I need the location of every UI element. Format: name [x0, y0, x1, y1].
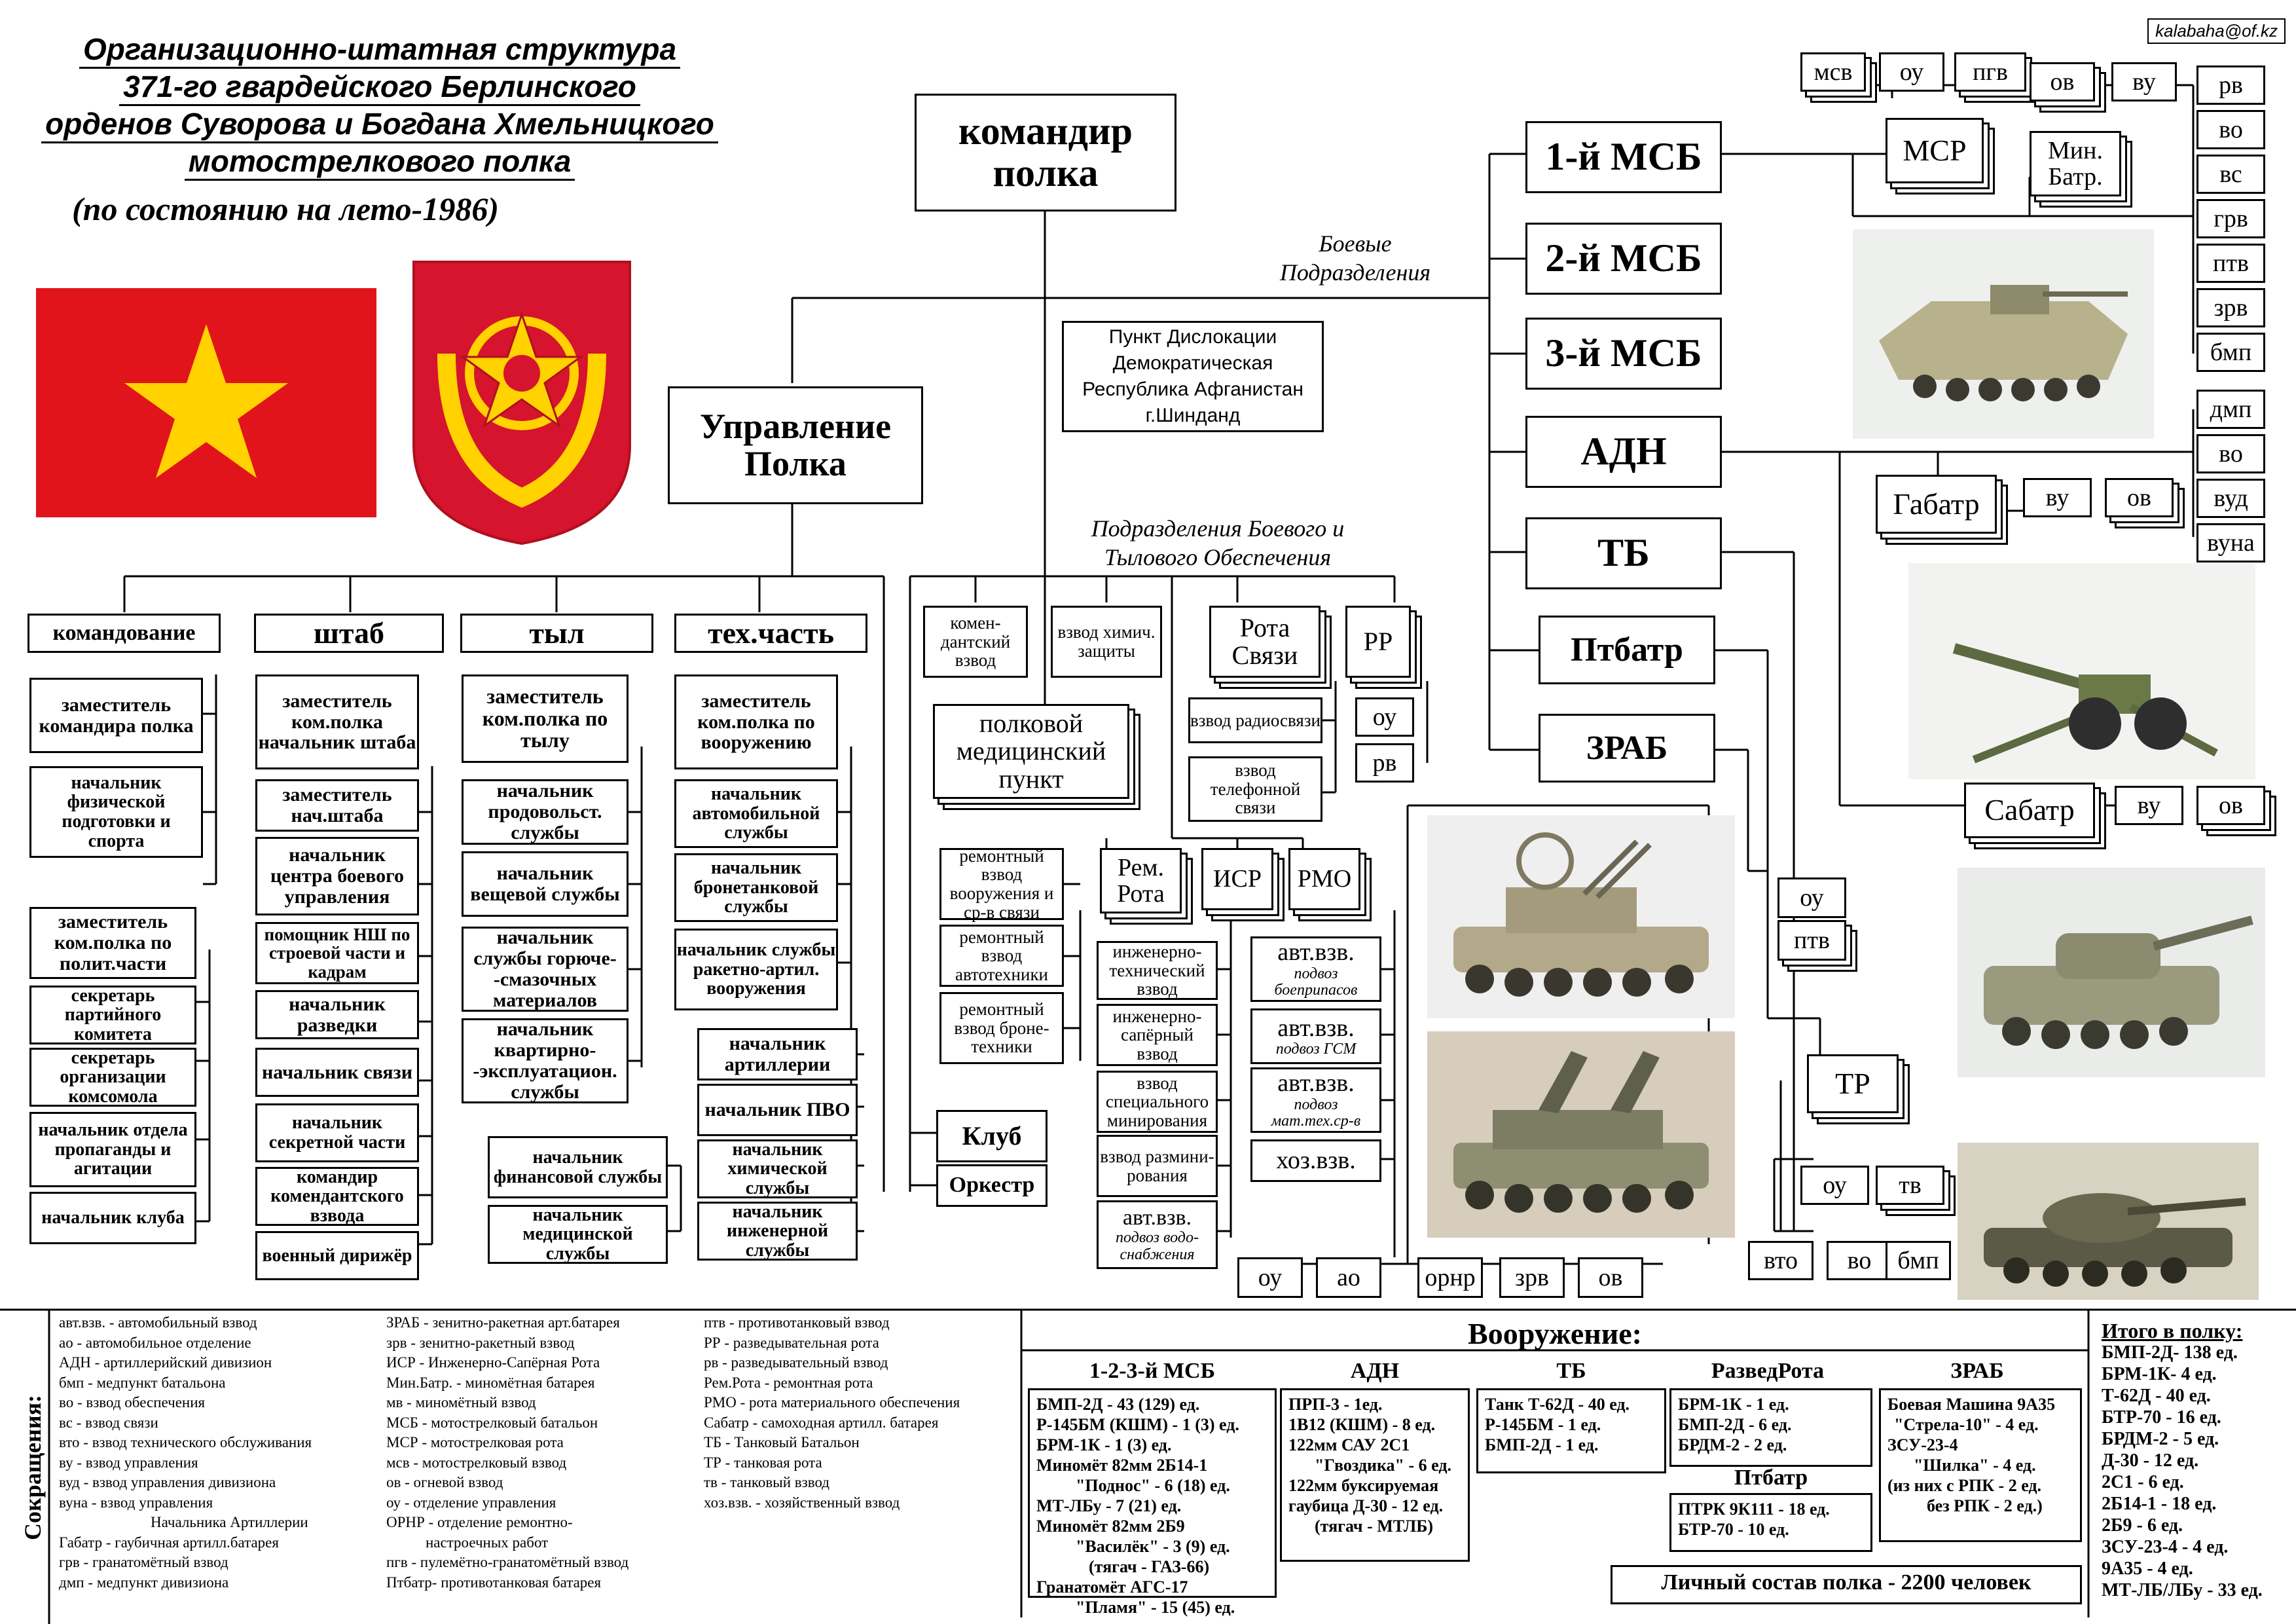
tb-weapons	[1476, 1388, 1666, 1473]
gabatr-sub: ву	[2023, 478, 2092, 517]
rr-ou: оу	[1355, 697, 1414, 737]
abbr-item: ЗРАБ - зенитно-ракетная арт.батарея	[386, 1314, 620, 1331]
abbr-item: авт.взв. - автомобильный взвод	[59, 1314, 257, 1331]
abbr-item: Сабатр - самоходная артилл. батарея	[704, 1414, 939, 1431]
weapon-line: "Стрела-10" - 4 ед.	[1894, 1415, 2039, 1434]
abbr-item: вто - взвод технического обслуживания	[59, 1434, 312, 1450]
msr-sub: мсв	[1800, 52, 1866, 92]
isr-item: взвод размини- рования	[1097, 1135, 1218, 1197]
rr-rv: рв	[1355, 743, 1414, 783]
sabatr-sub: ов	[2196, 786, 2265, 825]
total-item: БРМ-1К- 4 ед.	[2102, 1364, 2217, 1384]
msb-right: рв	[2196, 65, 2265, 105]
abbr-item: дмп - медпункт дивизиона	[59, 1574, 229, 1591]
totals-box	[2095, 1316, 2285, 1617]
weapon-line: (из них с РПК - 2 ед.	[1887, 1476, 2042, 1495]
abbr-item: ов - огневой взвод	[386, 1474, 503, 1490]
tech-head: тех.часть	[674, 614, 867, 653]
abbr-item: ТР - танковая рота	[704, 1454, 822, 1471]
abbr-item: вуд - взвод управления дивизиона	[59, 1474, 276, 1490]
staff-item: помощник НШ по строевой части и кадрам	[255, 922, 419, 984]
rear-item: начальник вещевой службы	[462, 851, 629, 917]
kom-platoon: комен- дантский взвод	[923, 606, 1028, 678]
weapon-line: "Пламя" - 15 (45) ед.	[1076, 1598, 1235, 1617]
msb-right: бмп	[2196, 333, 2265, 372]
weapon-line: БМП-2Д - 43 (129) ед.	[1036, 1395, 1200, 1414]
title-block	[26, 31, 733, 181]
weapon-line: 122мм САУ 2С1	[1288, 1435, 1410, 1454]
rmo-item-main: авт.взв.	[1277, 1069, 1355, 1098]
isr-item: взвод специального минирования	[1097, 1071, 1218, 1133]
red-flag-image	[36, 288, 376, 517]
adn-box: АДН	[1525, 416, 1722, 488]
msb-2: 2-й МСБ	[1525, 223, 1722, 295]
staff-item: заместитель ком.полка начальник штаба	[255, 674, 419, 769]
title-line-4: мотострелкового полка	[185, 143, 575, 181]
bottom-unit: ао	[1316, 1257, 1381, 1298]
adn-right: вуд	[2196, 479, 2265, 518]
rear-item: начальник службы горюче- -смазочных материалов	[462, 927, 629, 1012]
abbr-heading: Сокращения:	[20, 1394, 46, 1541]
abbr-col-2	[386, 1313, 701, 1593]
pt-weapons-head: Птбатр	[1734, 1466, 1808, 1490]
abbr-col-3	[704, 1313, 1018, 1513]
rear-item: начальник продовольст. службы	[462, 779, 629, 845]
abbr-item: Мин.Батр. - миномётная батарея	[386, 1374, 595, 1391]
rep-bron: ремонтный взвод броне- техники	[939, 992, 1064, 1064]
rmo-item	[1250, 1008, 1381, 1064]
gvozdika-photo	[1958, 868, 2265, 1077]
adn-right: во	[2196, 434, 2265, 473]
rmo-company: РМО	[1288, 848, 1360, 910]
min-batr: Мин. Батр.	[2030, 131, 2121, 196]
signal-company: Рота Связи	[1209, 606, 1321, 678]
weapon-line: (тягач - ГАЗ-66)	[1089, 1557, 1210, 1576]
abbr-item: во - взвод обеспечения	[59, 1394, 206, 1411]
location-box	[1062, 321, 1324, 432]
command-item: заместитель командира полка	[29, 678, 203, 753]
staff-item: начальник центра боевого управления	[255, 837, 419, 915]
bottom-unit: ов	[1578, 1257, 1643, 1298]
weapon-line: (тягач - МТЛБ)	[1315, 1517, 1434, 1536]
msr-sub: пгв	[1954, 52, 2026, 92]
command-item: начальник отдела пропаганды и агитации	[29, 1112, 196, 1187]
gabatr-box: Габатр	[1876, 475, 1997, 534]
command-item: секретарь партийного комитета	[29, 986, 196, 1044]
weapon-line: БРДМ-2 - 2 ед.	[1678, 1435, 1787, 1454]
tel-platoon: взвод телефонной связи	[1188, 756, 1322, 822]
total-item: БТР-70 - 16 ед.	[2102, 1407, 2221, 1428]
club-box: Клуб	[936, 1110, 1048, 1162]
weapon-line: "Шилка" - 4 ед.	[1914, 1456, 2036, 1475]
rmo-item-main: авт.взв.	[1277, 1014, 1355, 1042]
total-item: 2Б9 - 6 ед.	[2102, 1515, 2183, 1536]
abbr-item: Птбатр- противотанковая батарея	[386, 1574, 602, 1591]
weapon-line: Боевая Машина 9А35	[1887, 1395, 2056, 1414]
command-head: командование	[27, 614, 221, 653]
tech-item: начальник ПВО	[697, 1084, 858, 1136]
command-item: заместитель ком.полка по полит.части	[29, 907, 196, 979]
weapon-line: БМП-2Д - 6 ед.	[1678, 1415, 1792, 1434]
weapon-line: "Поднос" - 6 (18) ед.	[1076, 1476, 1230, 1495]
avt-water-main: авт.взв.	[1122, 1206, 1192, 1230]
staff-item: начальник секретной части	[255, 1103, 419, 1162]
abbr-item: ОРНР - отделение ремонтно-	[386, 1514, 573, 1530]
rmo-item-sub: подвоз мат.тех.ср-в	[1271, 1096, 1361, 1130]
msb-right: грв	[2196, 199, 2265, 238]
tech-item: начальник химической службы	[697, 1139, 858, 1198]
msb-weapons	[1028, 1388, 1277, 1617]
staff-item: начальник разведки	[255, 990, 419, 1039]
weapon-line: БТР-70 - 10 ед.	[1678, 1520, 1789, 1539]
adn-right: дмп	[2196, 390, 2265, 429]
tr-sub: оу	[1800, 1166, 1869, 1205]
rmo-item-sub: подвоз ГСМ	[1275, 1040, 1357, 1058]
rmo-item	[1250, 936, 1381, 1002]
weapon-line: гаубица Д-30 - 12 ед.	[1288, 1496, 1444, 1515]
weapon-line: Р-145БМ (КШМ) - 1 (3) ед.	[1036, 1415, 1239, 1434]
title-line-2: 371-го гвардейского Берлинского	[119, 69, 640, 106]
adn-right: вуна	[2196, 523, 2265, 563]
abbr-item: мв - миномётный взвод	[386, 1394, 536, 1411]
abbr-item: Рем.Рота - ремонтная рота	[704, 1374, 873, 1391]
rr-weapons-head: РазведРота	[1711, 1359, 1825, 1383]
total-item: ЗСУ-23-4 - 4 ед.	[2102, 1537, 2229, 1557]
staff-item: военный дирижёр	[255, 1231, 419, 1280]
rmo-item-main: авт.взв.	[1277, 938, 1355, 967]
pt-sub: оу	[1777, 877, 1846, 918]
weapon-line: Миномёт 82мм 2Б14-1	[1036, 1456, 1208, 1475]
abbr-item: ИСР - Инженерно-Сапёрная Рота	[386, 1354, 600, 1371]
total-item: МТ-ЛБ/ЛБу - 33 ед.	[2102, 1580, 2263, 1600]
rep-arm: ремонтный взвод вооружения и ср-в связи	[939, 848, 1064, 920]
total-item: 2С1 - 6 ед.	[2102, 1472, 2184, 1492]
rem-rota: Рем. Рота	[1100, 848, 1182, 913]
support-label: Подразделения Боевого и Тылового Обеспечения	[1091, 515, 1345, 570]
bottom-unit: зрв	[1499, 1257, 1565, 1298]
command-item: начальник физической подготовки и спорта	[29, 766, 203, 858]
abbr-item: тв - танковый взвод	[704, 1474, 829, 1490]
msr-box: МСР	[1886, 118, 1984, 183]
rmo-item	[1250, 1067, 1381, 1133]
abbr-item: хоз.взв. - хозяйственный взвод	[704, 1494, 900, 1511]
adn-weapons-head: АДН	[1350, 1359, 1400, 1383]
rear-item: заместитель ком.полка по тылу	[462, 674, 629, 763]
tb-bottom: во	[1827, 1241, 1892, 1280]
emblem-icon	[401, 249, 643, 550]
management-box: Управление Полка	[668, 386, 923, 504]
weapon-line: БРМ-1К - 1 ед.	[1678, 1395, 1789, 1414]
abbr-item: птв - противотанковый взвод	[704, 1314, 890, 1331]
rear-item: начальник медицинской службы	[488, 1205, 668, 1264]
tech-item: начальник бронетанковой службы	[674, 853, 838, 922]
adn-weapons	[1280, 1388, 1470, 1562]
zrab-box: ЗРАБ	[1539, 714, 1715, 783]
subtitle: (по состоянию на лето-1986)	[72, 191, 499, 227]
command-item: начальник клуба	[29, 1192, 196, 1244]
author-email: kalabaha@of.kz	[2147, 18, 2286, 44]
abbr-item: ао - автомобильное отделение	[59, 1334, 251, 1351]
min-sub: ов	[2030, 62, 2095, 101]
med-point: полковой медицинский пункт	[933, 704, 1129, 799]
min-sub: ву	[2111, 62, 2177, 101]
abbr-item: МСБ - мотострелковый батальон	[386, 1414, 598, 1431]
weapon-line: ПТРК 9К111 - 18 ед.	[1678, 1500, 1830, 1519]
tb-bottom: вто	[1748, 1241, 1813, 1280]
tank-photo	[1958, 1143, 2259, 1300]
weapon-line: МТ-ЛБу - 7 (21) ед.	[1036, 1496, 1182, 1515]
abbr-item: РР - разведывательная рота	[704, 1334, 879, 1351]
zrab-weapons	[1879, 1388, 2082, 1542]
abbr-item: вуна - взвод управления	[59, 1494, 213, 1511]
personnel-box: Личный состав полка - 2200 человек	[1611, 1565, 2082, 1604]
command-item: секретарь организации комсомола	[29, 1048, 196, 1107]
combat-label: Боевые Подразделения	[1279, 231, 1431, 286]
army-emblem-image	[401, 249, 643, 550]
rmo-item-sub: подвоз боеприпасов	[1274, 965, 1358, 999]
weapons-title: Вооружение:	[1468, 1317, 1642, 1350]
abbr-item: РМО - рота материального обеспечения	[704, 1394, 960, 1411]
weapon-line: ПРП-3 - 1ед.	[1288, 1395, 1383, 1414]
weapon-line: "Василёк" - 3 (9) ед.	[1076, 1537, 1230, 1556]
total-item: Т-62Д - 40 ед.	[2102, 1386, 2211, 1406]
tb-weapons-head: ТБ	[1556, 1359, 1586, 1383]
abbr-item: оу - отделение управления	[386, 1494, 556, 1511]
hoz-platoon: хоз.взв.	[1250, 1139, 1381, 1182]
abbr-item: Габатр - гаубичная артилл.батарея	[59, 1534, 279, 1551]
star-icon	[36, 288, 376, 517]
sabatr-box: Сабатр	[1964, 783, 2095, 838]
total-item: БРДМ-2 - 5 ед.	[2102, 1429, 2219, 1449]
gabatr-sub: ов	[2105, 478, 2174, 517]
avt-water-sub: подвоз водо- снабжения	[1116, 1229, 1199, 1263]
abbr-item: рв - разведывательный взвод	[704, 1354, 888, 1371]
isr-item: инженерно- технический взвод	[1097, 941, 1218, 1000]
msb-3: 3-й МСБ	[1525, 318, 1722, 390]
weapon-line: БМП-2Д - 1 ед.	[1485, 1435, 1599, 1454]
radio-platoon: взвод радиосвязи	[1188, 697, 1322, 743]
tb-bottom: бмп	[1886, 1241, 1951, 1280]
abbr-item: мсв - мотострелковый взвод	[386, 1454, 567, 1471]
rear-item: начальник финансовой службы	[488, 1136, 668, 1198]
tech-item: начальник службы ракетно-артил. вооружения	[674, 929, 838, 1010]
msb-right: во	[2196, 110, 2265, 149]
pt-sub: птв	[1777, 920, 1846, 961]
total-item: Д-30 - 12 ед.	[2102, 1450, 2199, 1471]
orchestra-box: Оркестр	[936, 1164, 1048, 1207]
rear-head: тыл	[460, 614, 653, 653]
rr-weapons	[1669, 1388, 1872, 1467]
title-line-3: орденов Суворова и Богдана Хмельницкого	[41, 106, 718, 143]
msb-right: птв	[2196, 244, 2265, 283]
weapon-line: Миномёт 82мм 2Б9	[1036, 1517, 1185, 1536]
shilka-photo	[1427, 815, 1735, 1018]
msb-weapons-head: 1-2-3-й МСБ	[1089, 1359, 1216, 1383]
tr-sub: тв	[1876, 1166, 1944, 1205]
zrab-weapons-head: ЗРАБ	[1950, 1359, 2004, 1383]
bottom-unit: орнр	[1417, 1257, 1483, 1298]
abbr-item: грв - гранатомётный взвод	[59, 1554, 228, 1570]
staff-head: штаб	[254, 614, 444, 653]
msb-right: вс	[2196, 155, 2265, 194]
chem-platoon: взвод химич. защиты	[1051, 606, 1162, 678]
weapon-line: "Гвоздика" - 6 ед.	[1315, 1456, 1451, 1475]
weapon-line: БРМ-1К - 1 (3) ед.	[1036, 1435, 1172, 1454]
abbr-item: вс - взвод связи	[59, 1414, 158, 1431]
abbr-item: пгв - пулемётно-гранатомётный взвод	[386, 1554, 629, 1570]
sabatr-sub: ву	[2115, 786, 2183, 825]
bmp-photo	[1853, 229, 2154, 439]
pt-weapons	[1669, 1493, 1872, 1552]
avt-water	[1097, 1200, 1218, 1269]
weapon-line: 1В12 (КШМ) - 8 ед.	[1288, 1415, 1436, 1434]
tech-item: начальник инженерной службы	[697, 1202, 858, 1261]
rep-auto: ремонтный взвод автотехники	[939, 925, 1064, 987]
msr-sub: оу	[1879, 52, 1944, 92]
location-line-3: Республика Афганистан	[1082, 378, 1303, 400]
howitzer-photo	[1908, 563, 2255, 779]
abbr-item: ву - взвод управления	[59, 1454, 198, 1471]
abbr-item: ТБ - Танковый Батальон	[704, 1434, 860, 1450]
weapon-line: Р-145БМ - 1 ед.	[1485, 1415, 1601, 1434]
tb-box: ТБ	[1525, 517, 1722, 589]
abbr-item: АДН - артиллерийский дивизион	[59, 1354, 272, 1371]
ptbatr-box: Птбатр	[1539, 616, 1715, 684]
abbr-item: зрв - зенитно-ракетный взвод	[386, 1334, 575, 1351]
tech-item: начальник автомобильной службы	[674, 779, 838, 848]
abbr-item: настроечных работ	[426, 1534, 549, 1551]
tr-box: ТР	[1807, 1054, 1899, 1113]
commander-box: командир полка	[915, 94, 1176, 212]
weapon-line: Гранатомёт АГС-17	[1036, 1578, 1188, 1596]
abbr-col-1	[59, 1313, 367, 1593]
staff-item: заместитель нач.штаба	[255, 779, 419, 832]
rear-item: начальник квартирно- -эксплуатацион. службы	[462, 1018, 629, 1103]
msb-right: зрв	[2196, 288, 2265, 327]
isr-item: инженерно- сапёрный взвод	[1097, 1004, 1218, 1066]
location-line-1: Пункт Дислокации	[1108, 326, 1277, 348]
weapon-line: 122мм буксируемая	[1288, 1476, 1439, 1495]
msb-1: 1-й МСБ	[1525, 121, 1722, 193]
weapon-line: без РПК - 2 ед.)	[1927, 1496, 2043, 1515]
title-line-1: Организационно-штатная структура	[79, 31, 680, 69]
abbr-item: Начальника Артиллерии	[151, 1514, 308, 1530]
weapon-line: ЗСУ-23-4	[1887, 1435, 1958, 1454]
total-item: 9А35 - 4 ед.	[2102, 1559, 2193, 1579]
tech-item: заместитель ком.полка по вооружению	[674, 674, 838, 769]
abbr-item: бмп - медпункт батальона	[59, 1374, 226, 1391]
total-item: 2Б14-1 - 18 ед.	[2102, 1494, 2217, 1514]
location-line-2: Демократическая	[1112, 352, 1273, 374]
location-line-4: г.Шинданд	[1145, 405, 1241, 426]
abbr-item: МСР - мотострелковая рота	[386, 1434, 564, 1450]
total-item: БМП-2Д- 138 ед.	[2102, 1342, 2238, 1363]
strela-photo	[1427, 1031, 1735, 1238]
totals-title: Итого в полку:	[2102, 1319, 2243, 1342]
staff-item: начальник связи	[255, 1048, 419, 1097]
bottom-unit: оу	[1237, 1257, 1303, 1298]
tech-item: начальник артиллерии	[697, 1028, 858, 1080]
weapon-line: Танк Т-62Д - 40 ед.	[1485, 1395, 1630, 1414]
isr-company: ИСР	[1201, 848, 1273, 910]
rr-company: РР	[1345, 606, 1411, 678]
staff-item: командир комендантского взвода	[255, 1167, 419, 1226]
